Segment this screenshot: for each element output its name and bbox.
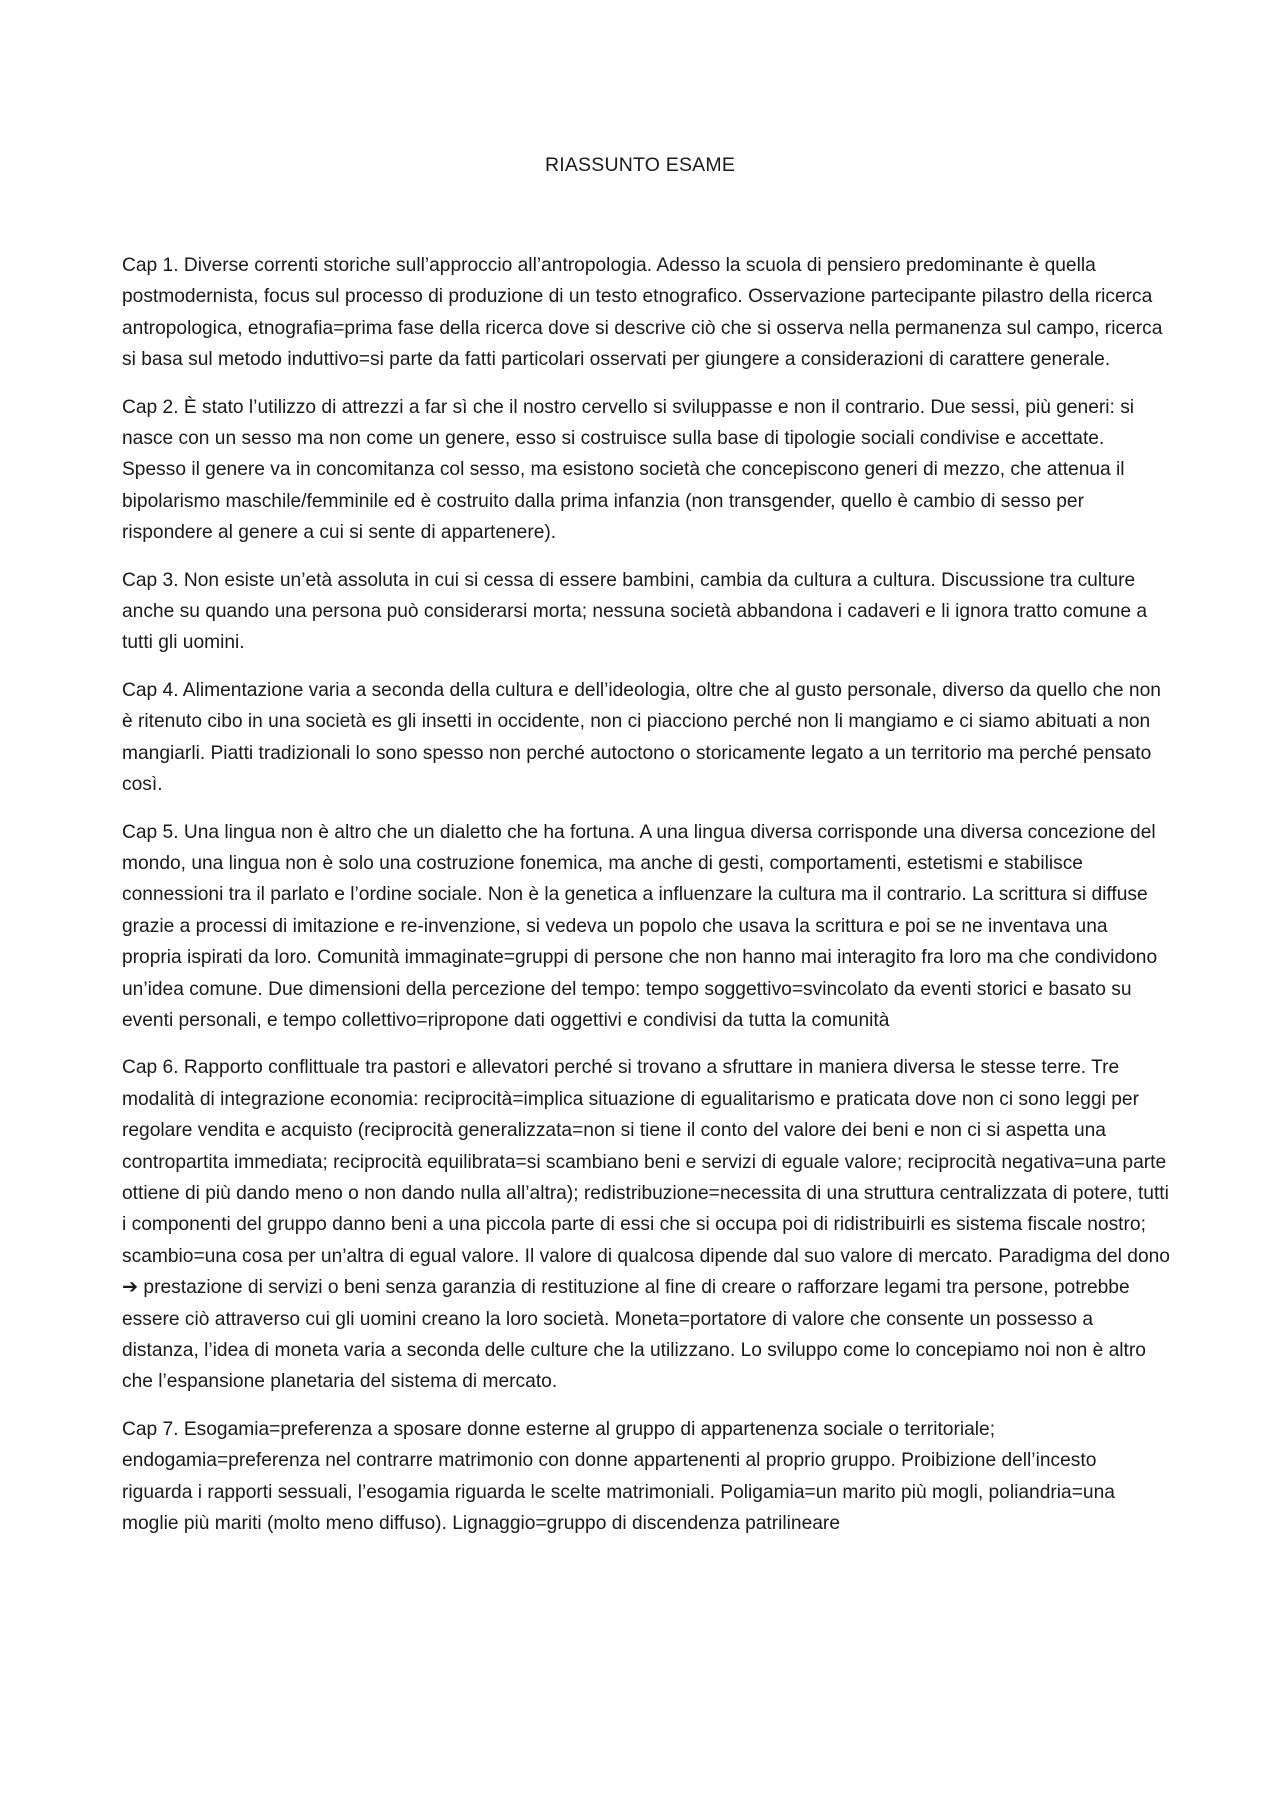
paragraph-cap-3: Cap 3. Non esiste un’età assoluta in cui si cessa di essere bambini, cambia da cultura a cultura. Discussione tra culture anche su quando una persona può considerarsi morta; nessuna società abbandona i cadaveri e li ignora tratto comune a tutti gli uomini. bbox=[122, 569, 1148, 654]
paragraph-cap-5: Cap 5. Una lingua non è altro che un dialetto che ha fortuna. A una lingua diversa corrisponde una diversa concezione del mondo, una lingua non è solo una costruzione fonemica, ma anche di gesti, comportamenti, estetismi e stabilisce connessioni tra il parlato e l’ordine sociale. Non è la genetica a influenzare la cultura ma il contrario. La scrittura si diffuse grazie a processi di imitazione e re-invenzione, si vedeva un popolo che usava la scrittura e poi se ne inventava una propria ispirati da loro. Comunità immaginate=gruppi di persone che non hanno mai interagito fra loro ma che condividono un’idea comune. Due dimensioni della percezione del tempo: tempo soggettivo=svincolato da eventi storici e basato su eventi personali, e tempo collettivo=ripropone dati oggettivi e condivisi da tutta la comunità bbox=[122, 821, 1158, 1031]
paragraph-cap-1: Cap 1. Diverse correnti storiche sull’approccio all’antropologia. Adesso la scuola di pensiero predominante è quella postmodernista, focus sul processo di produzione di un testo etnografico. Osservazione partecipante pilastro della ricerca antropologica, etnografia=prima fase della ricerca dove si descrive ciò che si osserva nella permanenza sul campo, ricerca si basa sul metodo induttivo=si parte da fatti particolari osservati per giungere a considerazioni di carattere generale. bbox=[122, 255, 1163, 371]
paragraph-cap-7: Cap 7. Esogamia=preferenza a sposare donne esterne al gruppo di appartenenza sociale o territoriale; endogamia=preferenza nel contrarre matrimonio con donne appartenenti al proprio gruppo. Proibizione dell’incesto riguarda i rapporti sessuali, l’esogamia riguarda le scelte matrimoniali. Poligamia=un marito più mogli, poliandria=una moglie più mariti (molto meno diffuso). Lignaggio=gruppo di discendenza patrilineare bbox=[122, 1418, 1115, 1535]
paragraph-cap-6: Cap 6. Rapporto conflittuale tra pastori e allevatori perché si trovano a sfruttare in maniera diversa le stesse terre. Tre modalità di integrazione economia: reciprocità=implica situazione di egualitarismo e praticata dove non ci sono leggi per regolare vendita e acquisto (reciprocità generalizzata=non si tiene il conto del valore dei beni e non ci si aspetta una contropartita immediata; reciprocità equilibrata=si scambiano beni e servizi di eguale valore; reciprocità negativa=una parte ottiene di più dando meno o non dando nulla all’altra); redistribuzione=necessita di una struttura centralizzata di potere, tutti i componenti del gruppo danno beni a una piccola parte di essi che si occupa poi di ridistribuirli es sistema fiscale nostro; scambio=una cosa per un’altra di egual valore. Il valore di qualcosa dipende dal suo valore di mercato. Paradigma del dono ➔ prestazione di servizi o beni senza garanzia di restituzione al fine di creare o rafforzare legami tra persone, potrebbe essere ciò attraverso cui gli uomini creano la loro società. Moneta=portatore di valore che consente un possesso a distanza, l’idea di moneta varia a seconda delle culture che la utilizzano. Lo sviluppo come lo concepiamo noi non è altro che l’espansione planetaria del sistema di mercato. bbox=[122, 1057, 1170, 1393]
paragraph-cap-2: Cap 2. È stato l’utilizzo di attrezzi a far sì che il nostro cervello si sviluppasse e non il contrario. Due sessi, più generi: si nasce con un sesso ma non come un genere, esso si costruisce sulla base di tipologie sociali condivise e accettate. Spesso il genere va in concomitanza col sesso, ma esistono società che concepiscono generi di mezzo, che attenua il bipolarismo maschile/femminile ed è costruito dalla prima infanzia (non transgender, quello è cambio di sesso per rispondere al genere a cui si sente di appartenere). bbox=[122, 396, 1135, 544]
document-body bbox=[122, 250, 1170, 1555]
paragraph-cap-4: Cap 4. Alimentazione varia a seconda della cultura e dell’ideologia, oltre che al gusto personale, diverso da quello che non è ritenuto cibo in una società es gli insetti in occidente, non ci piacciono perché non li mangiamo e ci siamo abituati a non mangiarli. Piatti tradizionali lo sono spesso non perché autoctono o storicamente legato a un territorio ma perché pensato così. bbox=[122, 679, 1161, 796]
document-title: RIASSUNTO ESAME bbox=[544, 154, 736, 176]
